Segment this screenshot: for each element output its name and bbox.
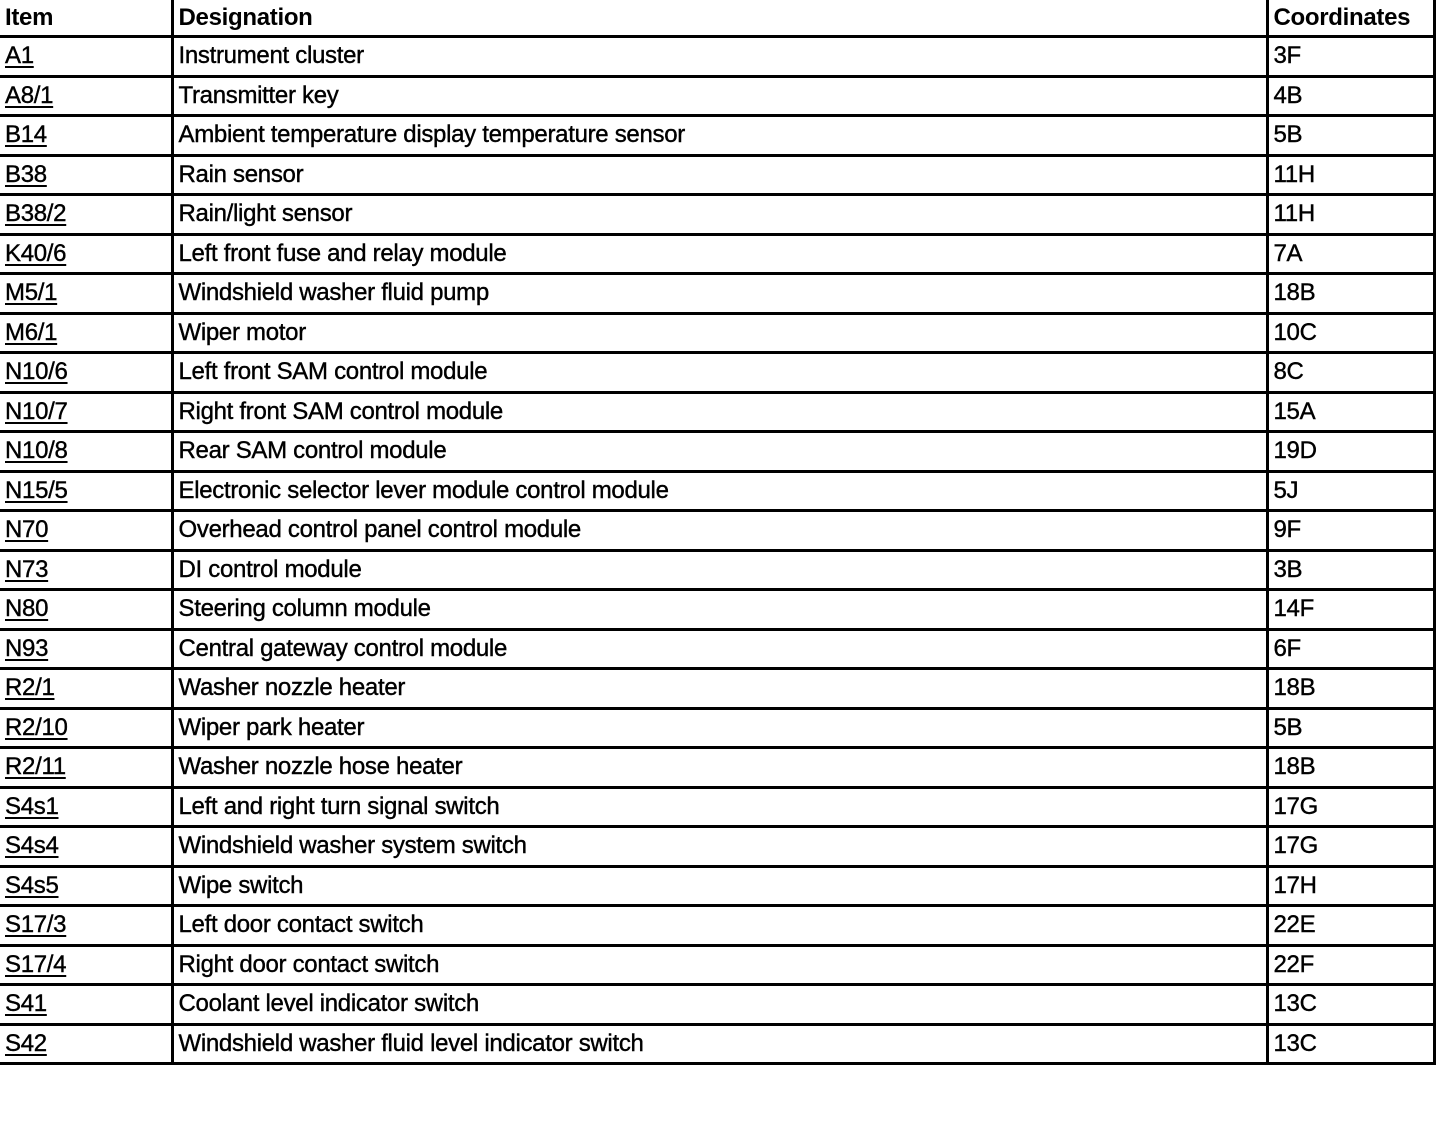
table-row <box>0 866 1434 906</box>
header-row <box>0 0 1434 37</box>
designation-cell: Washer nozzle heater <box>172 669 1267 709</box>
item-cell <box>0 708 172 748</box>
item-cell <box>0 629 172 669</box>
designation-cell: DI control module <box>172 550 1267 590</box>
item-link[interactable]: N73 <box>5 555 49 583</box>
coordinates-cell: 18B <box>1267 274 1434 314</box>
table-row <box>0 155 1434 195</box>
item-cell <box>0 748 172 788</box>
item-link[interactable]: S42 <box>5 1029 47 1057</box>
header-coordinates: Coordinates <box>1267 0 1434 37</box>
coordinates-cell: 9F <box>1267 511 1434 551</box>
designation-cell: Left front fuse and relay module <box>172 234 1267 274</box>
coordinates-cell: 19D <box>1267 432 1434 472</box>
coordinates-cell: 13C <box>1267 1024 1434 1064</box>
item-link[interactable]: B38/2 <box>5 200 67 228</box>
designation-cell: Right front SAM control module <box>172 392 1267 432</box>
item-link[interactable]: N15/5 <box>5 476 68 504</box>
item-link[interactable]: N10/6 <box>5 358 68 386</box>
item-link[interactable]: A8/1 <box>5 81 54 109</box>
table-row <box>0 511 1434 551</box>
designation-cell: Rain/light sensor <box>172 195 1267 235</box>
item-cell <box>0 234 172 274</box>
item-cell <box>0 787 172 827</box>
table-row <box>0 945 1434 985</box>
coordinates-cell: 3F <box>1267 37 1434 77</box>
table-row <box>0 787 1434 827</box>
table-row <box>0 590 1434 630</box>
item-link[interactable]: S17/4 <box>5 950 67 978</box>
table-row <box>0 37 1434 77</box>
item-link[interactable]: B14 <box>5 121 47 149</box>
item-link[interactable]: S4s4 <box>5 832 59 860</box>
item-link[interactable]: N10/7 <box>5 397 68 425</box>
item-cell <box>0 471 172 511</box>
coordinates-cell: 13C <box>1267 985 1434 1025</box>
table-row <box>0 906 1434 946</box>
designation-cell: Ambient temperature display temperature sensor <box>172 116 1267 156</box>
designation-cell: Washer nozzle hose heater <box>172 748 1267 788</box>
coordinates-cell: 15A <box>1267 392 1434 432</box>
coordinates-cell: 17H <box>1267 866 1434 906</box>
designation-cell: Right door contact switch <box>172 945 1267 985</box>
item-link[interactable]: R2/1 <box>5 674 55 702</box>
coordinates-cell: 10C <box>1267 313 1434 353</box>
coordinates-cell: 8C <box>1267 353 1434 393</box>
item-link[interactable]: N70 <box>5 516 49 544</box>
table-row <box>0 827 1434 867</box>
item-cell <box>0 155 172 195</box>
coordinates-cell: 5B <box>1267 708 1434 748</box>
item-cell <box>0 945 172 985</box>
header-designation: Designation <box>172 0 1267 37</box>
designation-cell: Electronic selector lever module control module <box>172 471 1267 511</box>
designation-cell: Wiper motor <box>172 313 1267 353</box>
item-link[interactable]: S17/3 <box>5 911 67 939</box>
coordinates-cell: 5J <box>1267 471 1434 511</box>
designation-cell: Windshield washer fluid pump <box>172 274 1267 314</box>
item-cell <box>0 313 172 353</box>
item-cell <box>0 274 172 314</box>
item-link[interactable]: R2/10 <box>5 713 68 741</box>
table-row <box>0 471 1434 511</box>
item-link[interactable]: K40/6 <box>5 239 67 267</box>
coordinates-cell: 3B <box>1267 550 1434 590</box>
table-row <box>0 985 1434 1025</box>
designation-cell: Left door contact switch <box>172 906 1267 946</box>
coordinates-cell: 5B <box>1267 116 1434 156</box>
coordinates-cell: 17G <box>1267 787 1434 827</box>
coordinates-cell: 17G <box>1267 827 1434 867</box>
item-link[interactable]: S4s5 <box>5 871 59 899</box>
item-cell <box>0 906 172 946</box>
item-link[interactable]: N93 <box>5 634 49 662</box>
designation-cell: Overhead control panel control module <box>172 511 1267 551</box>
designation-cell: Wipe switch <box>172 866 1267 906</box>
item-cell <box>0 669 172 709</box>
table-row <box>0 195 1434 235</box>
coordinates-cell: 4B <box>1267 76 1434 116</box>
designation-cell: Steering column module <box>172 590 1267 630</box>
designation-cell: Transmitter key <box>172 76 1267 116</box>
table-row <box>0 353 1434 393</box>
designation-cell: Instrument cluster <box>172 37 1267 77</box>
item-cell <box>0 116 172 156</box>
item-link[interactable]: N80 <box>5 595 49 623</box>
header-item: Item <box>0 0 172 37</box>
item-link[interactable]: S41 <box>5 990 47 1018</box>
designation-cell: Coolant level indicator switch <box>172 985 1267 1025</box>
table-row <box>0 313 1434 353</box>
item-link[interactable]: M5/1 <box>5 279 58 307</box>
item-link[interactable]: R2/11 <box>5 753 66 781</box>
item-cell <box>0 590 172 630</box>
table-row <box>0 274 1434 314</box>
designation-cell: Wiper park heater <box>172 708 1267 748</box>
item-cell <box>0 827 172 867</box>
item-link[interactable]: A1 <box>5 42 34 70</box>
designation-cell: Windshield washer fluid level indicator switch <box>172 1024 1267 1064</box>
table-row <box>0 748 1434 788</box>
item-link[interactable]: M6/1 <box>5 318 58 346</box>
item-link[interactable]: B38 <box>5 160 47 188</box>
item-cell <box>0 550 172 590</box>
item-cell <box>0 392 172 432</box>
table-row <box>0 1024 1434 1064</box>
table-row <box>0 116 1434 156</box>
item-cell <box>0 195 172 235</box>
coordinates-cell: 14F <box>1267 590 1434 630</box>
coordinates-cell: 18B <box>1267 669 1434 709</box>
item-link[interactable]: N10/8 <box>5 437 68 465</box>
table-header <box>0 0 1434 37</box>
coordinates-cell: 7A <box>1267 234 1434 274</box>
table-row <box>0 550 1434 590</box>
table-body <box>0 37 1434 1064</box>
table-row <box>0 669 1434 709</box>
coordinates-cell: 22F <box>1267 945 1434 985</box>
coordinates-cell: 18B <box>1267 748 1434 788</box>
designation-cell: Left front SAM control module <box>172 353 1267 393</box>
coordinates-cell: 6F <box>1267 629 1434 669</box>
item-cell <box>0 1024 172 1064</box>
item-link[interactable]: S4s1 <box>5 792 59 820</box>
coordinates-cell: 11H <box>1267 195 1434 235</box>
designation-cell: Rain sensor <box>172 155 1267 195</box>
coordinates-cell: 22E <box>1267 906 1434 946</box>
designation-cell: Rear SAM control module <box>172 432 1267 472</box>
table-row <box>0 708 1434 748</box>
coordinates-cell: 11H <box>1267 155 1434 195</box>
table-row <box>0 76 1434 116</box>
designation-cell: Left and right turn signal switch <box>172 787 1267 827</box>
table-row <box>0 432 1434 472</box>
item-cell <box>0 985 172 1025</box>
item-cell <box>0 353 172 393</box>
designation-cell: Central gateway control module <box>172 629 1267 669</box>
item-cell <box>0 866 172 906</box>
item-cell <box>0 76 172 116</box>
table-row <box>0 234 1434 274</box>
item-cell <box>0 511 172 551</box>
designation-cell: Windshield washer system switch <box>172 827 1267 867</box>
table-row <box>0 629 1434 669</box>
table-row <box>0 392 1434 432</box>
item-cell <box>0 432 172 472</box>
item-cell <box>0 37 172 77</box>
